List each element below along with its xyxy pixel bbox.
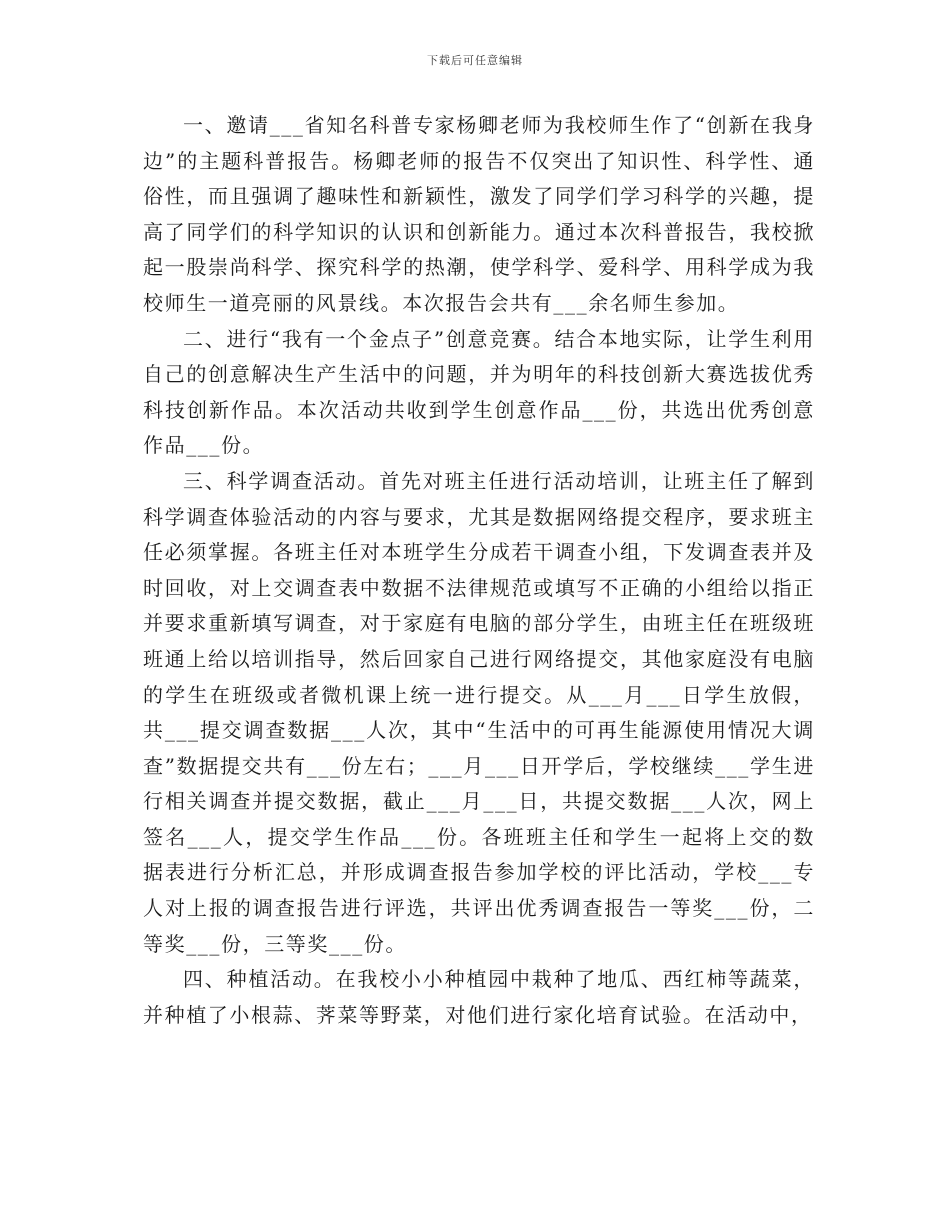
document-body xyxy=(143,108,815,1033)
page-header: 下载后可任意编辑 xyxy=(427,54,523,67)
paragraph-idea-contest: 二、进行“我有一个金点子”创意竞赛。结合本地实际，让学生利用自己的创意解决生产生活中的问题，并为明年的科技创新大赛选拔优秀科技创新作品。本次活动共收到学生创意作品___份，共选出优秀创意作品___份。 xyxy=(143,326,815,458)
paragraph-planting-activity: 四、种植活动。在我校小小种植园中栽种了地瓜、西红柿等蔬菜，并种植了小根蒜、荠菜等野菜，对他们进行家化培育试验。在活动中， xyxy=(143,967,815,1027)
paragraph-science-survey: 三、科学调查活动。首先对班主任进行活动培训，让班主任了解到科学调查体验活动的内容与要求，尤其是数据网络提交程序，要求班主任必须掌握。各班主任对本班学生分成若干调查小组，下发调查表并及时回收，对上交调查表中数据不法律规范或填写不正确的小组给以指正并要求重新填写调查，对于家庭有电脑的部分学生，由班主任在班级班班通上给以培训指导，然后回家自己进行网络提交，其他家庭没有电脑的学生在班级或者微机课上统一进行提交。从___月___日学生放假，共___提交调查数据___人次，其中“生活中的可再生能源使用情况大调查”数据提交共有___份左右；___月___日开学后，学校继续___学生进行相关调查并提交数据，截止___月___日，共提交数据___人次，网上签名___人，提交学生作品___份。各班班主任和学生一起将上交的数据表进行分析汇总，并形成调查报告参加学校的评比活动，学校___专人对上报的调查报告进行评选，共评出优秀调查报告一等奖___份，二等奖___份，三等奖___份。 xyxy=(143,468,815,956)
paragraph-invitation-lecture: 一、邀请___省知名科普专家杨卿老师为我校师生作了“创新在我身边”的主题科普报告。杨卿老师的报告不仅突出了知识性、科学性、通俗性，而且强调了趣味性和新颖性，激发了同学们学习科学的兴趣，提高了同学们的科学知识的认识和创新能力。通过本次科普报告，我校掀起一股崇尚科学、探究科学的热潮，使学科学、爱科学、用科学成为我校师生一道亮丽的风景线。本次报告会共有___余名师生参加。 xyxy=(143,113,815,315)
